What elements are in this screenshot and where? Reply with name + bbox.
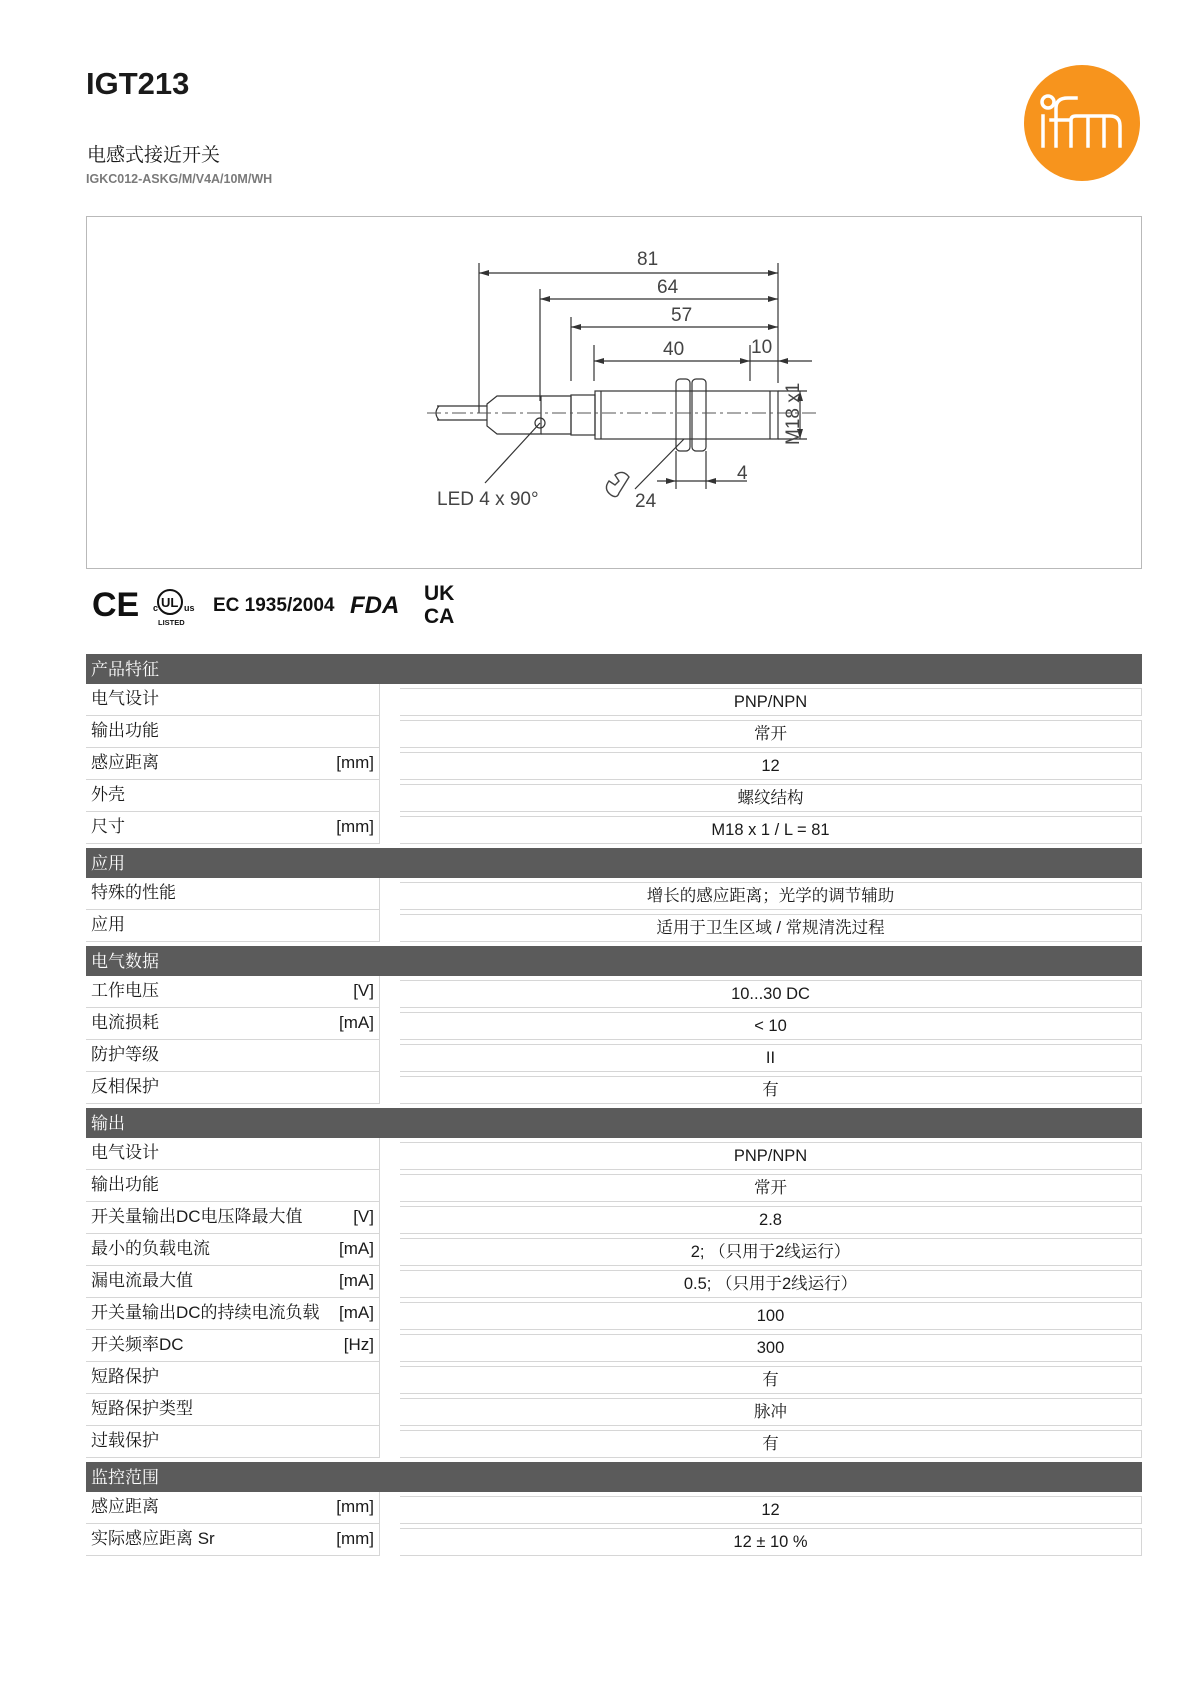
- row-value: 2.8: [400, 1206, 1142, 1234]
- row-unit: [mm]: [336, 1497, 374, 1516]
- row-value: 适用于卫生区域 / 常规清洗过程: [400, 914, 1142, 942]
- table-row: [86, 1330, 1142, 1362]
- row-label: 实际感应距离 Sr: [91, 1529, 215, 1548]
- table-row: [86, 1394, 1142, 1426]
- row-label: 开关量输出DC电压降最大值: [91, 1207, 303, 1226]
- dim-4: 4: [737, 463, 748, 484]
- sensor-dimension-svg: [87, 217, 1140, 567]
- row-unit: [V]: [353, 1207, 374, 1226]
- row-label: 漏电流最大值: [91, 1271, 193, 1290]
- table-row: [86, 1138, 1142, 1170]
- row-unit: [V]: [353, 981, 374, 1000]
- row-value: 100: [400, 1302, 1142, 1330]
- row-label: 电气设计: [91, 689, 159, 708]
- section-header: 电气数据: [86, 946, 1142, 976]
- dim-64: 64: [657, 277, 679, 298]
- section-header: 输出: [86, 1108, 1142, 1138]
- table-row: [86, 878, 1142, 910]
- row-label: 反相保护: [91, 1077, 159, 1096]
- row-label: 电流损耗: [91, 1013, 159, 1032]
- row-value: 10...30 DC: [400, 980, 1142, 1008]
- row-label: 输出功能: [91, 1175, 159, 1194]
- row-label: 过载保护: [91, 1431, 159, 1450]
- row-value: 有: [400, 1076, 1142, 1104]
- ukca-top: UK: [424, 582, 455, 605]
- table-row: [86, 1492, 1142, 1524]
- row-label: 工作电压: [91, 981, 159, 1000]
- row-label: 短路保护类型: [91, 1399, 193, 1418]
- row-label: 短路保护: [91, 1367, 159, 1386]
- section-header: 监控范围: [86, 1462, 1142, 1492]
- row-label: 开关量输出DC的持续电流负载: [91, 1303, 320, 1322]
- row-value: 常开: [400, 720, 1142, 748]
- row-label: 应用: [91, 915, 125, 934]
- led-label: LED 4 x 90°: [437, 489, 539, 510]
- ul-c-mark: c: [153, 603, 159, 613]
- wrench-label: 24: [635, 491, 657, 512]
- row-label: 开关频率DC: [91, 1335, 184, 1354]
- row-label: 特殊的性能: [91, 883, 176, 902]
- table-row: [86, 716, 1142, 748]
- table-row: [86, 748, 1142, 780]
- thread-label: M18 x1: [783, 382, 804, 445]
- ec-1935-mark: EC 1935/2004: [213, 595, 335, 616]
- row-label: 尺寸: [91, 817, 125, 836]
- article-number: IGKC012-ASKG/M/V4A/10M/WH: [86, 172, 273, 186]
- row-value: 12 ± 10 %: [400, 1528, 1142, 1556]
- row-value: PNP/NPN: [400, 688, 1142, 716]
- row-unit: [mA]: [339, 1271, 374, 1290]
- table-row: [86, 1266, 1142, 1298]
- row-label: 感应距离: [91, 753, 159, 772]
- row-value: 脉冲: [400, 1398, 1142, 1426]
- certification-marks: [92, 578, 492, 630]
- dim-57: 57: [671, 305, 693, 326]
- table-row: [86, 684, 1142, 716]
- row-value: 0.5; （只用于2线运行）: [400, 1270, 1142, 1298]
- row-label: 输出功能: [91, 721, 159, 740]
- table-row: [86, 1170, 1142, 1202]
- table-row: [86, 1298, 1142, 1330]
- product-type: 电感式接近开关: [87, 145, 221, 166]
- table-row: [86, 1426, 1142, 1458]
- table-row: [86, 1234, 1142, 1266]
- row-label: 防护等级: [91, 1045, 159, 1064]
- dim-81: 81: [637, 249, 659, 270]
- row-label: 最小的负载电流: [91, 1239, 210, 1258]
- row-value: 2; （只用于2线运行）: [400, 1238, 1142, 1266]
- row-unit: [mm]: [336, 1529, 374, 1548]
- table-row: [86, 910, 1142, 942]
- row-value: 增长的感应距离；光学的调节辅助: [400, 882, 1142, 910]
- row-value: 有: [400, 1366, 1142, 1394]
- table-row: [86, 1202, 1142, 1234]
- dimension-drawing: [86, 216, 1142, 569]
- row-label: 感应距离: [91, 1497, 159, 1516]
- row-value: M18 x 1 / L = 81: [400, 816, 1142, 844]
- fda-mark: FDA: [350, 592, 400, 619]
- row-value: 12: [400, 1496, 1142, 1524]
- row-value: < 10: [400, 1012, 1142, 1040]
- row-unit: [mA]: [339, 1303, 374, 1322]
- row-value: 12: [400, 752, 1142, 780]
- ifm-logo: [1023, 64, 1141, 182]
- row-label: 外壳: [91, 785, 125, 804]
- table-row: [86, 1524, 1142, 1556]
- row-value: 螺纹结构: [400, 784, 1142, 812]
- row-unit: [mA]: [339, 1013, 374, 1032]
- section-header: 产品特征: [86, 654, 1142, 684]
- table-row: [86, 1040, 1142, 1072]
- row-value: 常开: [400, 1174, 1142, 1202]
- wrench-icon: [606, 472, 629, 496]
- row-unit: [mm]: [336, 817, 374, 836]
- table-row: [86, 780, 1142, 812]
- dim-10: 10: [751, 337, 773, 358]
- table-row: [86, 812, 1142, 844]
- row-unit: [mA]: [339, 1239, 374, 1258]
- spec-table: [86, 654, 1142, 1590]
- row-value: 300: [400, 1334, 1142, 1362]
- ukca-bottom: CA: [424, 605, 455, 628]
- row-label: 电气设计: [91, 1143, 159, 1162]
- ul-us-mark: us: [184, 603, 195, 613]
- table-row: [86, 1072, 1142, 1104]
- ce-mark: CE: [92, 586, 140, 624]
- dim-40: 40: [663, 339, 685, 360]
- table-row: [86, 1362, 1142, 1394]
- ul-mark: UL: [161, 595, 179, 610]
- table-row: [86, 1008, 1142, 1040]
- page-title: IGT213: [86, 66, 190, 101]
- row-unit: [mm]: [336, 753, 374, 772]
- row-value: II: [400, 1044, 1142, 1072]
- ul-listed-mark: LISTED: [158, 618, 185, 627]
- row-value: PNP/NPN: [400, 1142, 1142, 1170]
- row-unit: [Hz]: [343, 1335, 374, 1354]
- table-row: [86, 976, 1142, 1008]
- row-value: 有: [400, 1430, 1142, 1458]
- section-header: 应用: [86, 848, 1142, 878]
